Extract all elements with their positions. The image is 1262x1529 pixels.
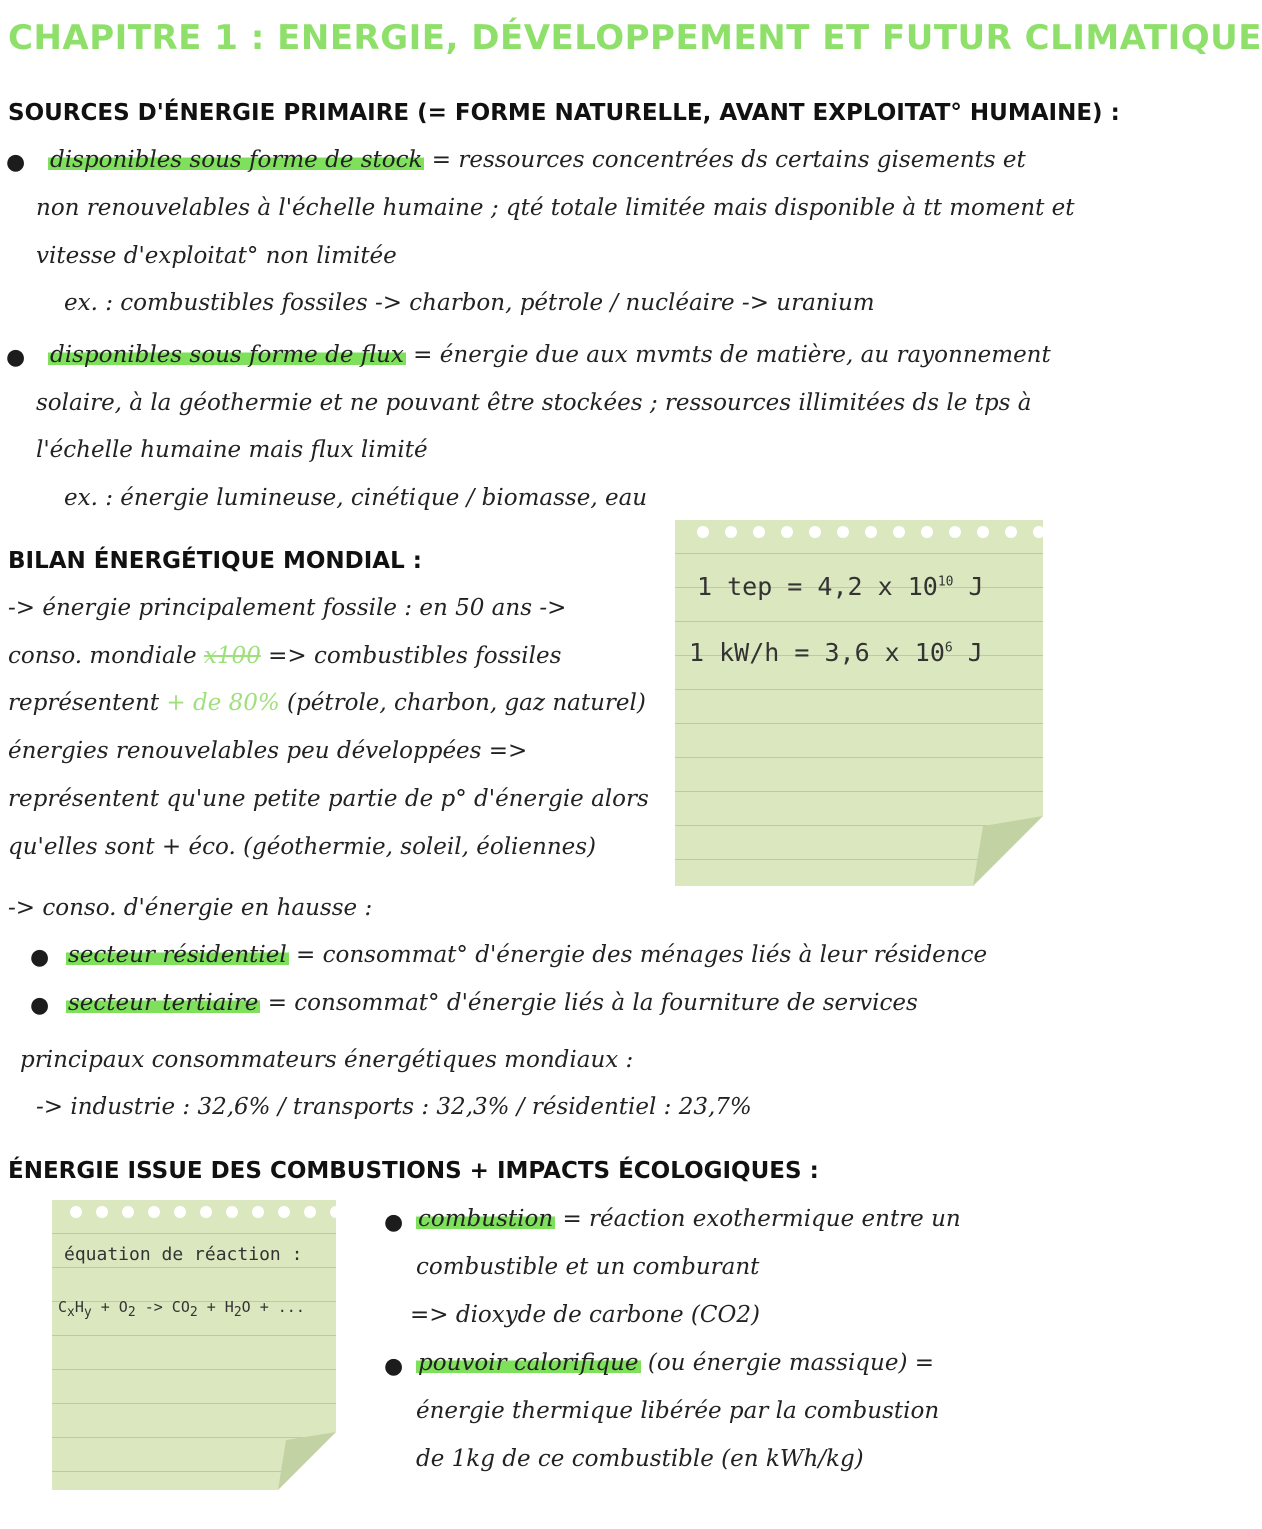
flux-example: ex. : énergie lumineuse, cinétique / biomasse, eau [64,485,648,511]
flux-line-2: solaire, à la géothermie et ne pouvant être stockées ; ressources illimitées ds le tps à [36,390,1032,416]
bullet-dot: ● [384,1354,404,1379]
balance-line-3: représentent + de 80% (pétrole, charbon, gaz naturel) [8,690,646,716]
term-combustion: combustion [418,1206,554,1232]
stock-line-1 [48,147,1026,173]
flux-def: = énergie due aux mvmts de matière, au rayonnement [405,342,1051,368]
balance-line-1: -> énergie principalement fossile : en 50 ans -> [8,595,567,621]
main-consumers: principaux consommateurs énergétiques mondiaux : [20,1047,634,1073]
consumer-stats: -> industrie : 32,6% / transports : 32,3% / résidentiel : 23,7% [36,1094,752,1120]
note-fold-corner [278,1432,336,1490]
term-flux: disponibles sous forme de flux [50,342,404,368]
balance-line-4: énergies renouvelables peu développées => [8,738,528,764]
section-heading-world-balance: BILAN ÉNERGÉTIQUE MONDIAL : [8,548,422,574]
note-holes [70,1206,342,1218]
term-tertiary: secteur tertiaire [68,990,259,1016]
page-title: CHAPITRE 1 : ENERGIE, DÉVELOPPEMENT ET FUTUR CLIMATIQUE [8,18,1262,58]
combustion-line-2: combustible et un comburant [416,1254,760,1280]
sticky-note-units [675,520,1043,886]
stock-example: ex. : combustibles fossiles -> charbon, pétrole / nucléaire -> uranium [64,290,875,316]
balance-line-5: représentent qu'une petite partie de p° d'énergie alors [8,786,649,812]
term-calorific-power: pouvoir calorifique [418,1350,639,1376]
term-residential: secteur résidentiel [68,942,287,968]
section-heading-combustion: ÉNERGIE ISSUE DES COMBUSTIONS + IMPACTS ÉCOLOGIQUES : [8,1158,819,1184]
balance-line-2: conso. mondiale x100 => combustibles fossiles [8,643,562,669]
stock-def: = ressources concentrées ds certains gisements et [424,147,1026,173]
sticky-note-equation [52,1200,336,1490]
residential-sector: secteur résidentiel = consommat° d'énergie des ménages liés à leur résidence [68,942,988,968]
calorific-line-3: de 1kg de ce combustible (en kWh/kg) [416,1446,864,1472]
term-stock: disponibles sous forme de stock [50,147,423,173]
equation-label: équation de réaction : [64,1244,303,1265]
stock-line-3: vitesse d'exploitat° non limitée [36,243,397,269]
tep-conversion: 1 tep = 4,2 x $10^{10}$ J [697,572,984,601]
combustion-line-1: combustion = réaction exothermique entre un [418,1206,961,1232]
calorific-line-1: pouvoir calorifique (ou énergie massique) = [418,1350,935,1376]
combustion-line-3: => dioxyde de carbone (CO2) [410,1302,760,1328]
bullet-dot: ● [30,993,50,1018]
combustion-equation: $C_xH_y + O_2 -> CO_2 + H_2O$ + ... [58,1298,305,1320]
calorific-line-2: énergie thermique libérée par la combustion [416,1398,940,1424]
bullet-dot: ● [6,345,26,370]
flux-line-1 [48,342,1051,368]
bullet-dot: ● [30,945,50,970]
note-holes [697,526,1101,538]
flux-line-3: l'échelle humaine mais flux limité [36,437,428,463]
balance-line-6: qu'elles sont + éco. (géothermie, soleil, éoliennes) [8,834,597,860]
consumption-rising: -> conso. d'énergie en hausse : [8,895,373,921]
bullet-dot: ● [384,1210,404,1235]
bullet-dot: ● [6,150,26,175]
note-fold-corner [973,816,1043,886]
section-heading-primary-sources: SOURCES D'ÉNERGIE PRIMAIRE (= FORME NATURELLE, AVANT EXPLOITAT° HUMAINE) : [8,100,1120,126]
stock-line-2: non renouvelables à l'échelle humaine ; qté totale limitée mais disponible à tt moment et [36,195,1075,221]
tertiary-sector: secteur tertiaire = consommat° d'énergie liés à la fourniture de services [68,990,918,1016]
kwh-conversion: 1 kW/h = 3,6 x $10^6$ J [689,638,983,667]
